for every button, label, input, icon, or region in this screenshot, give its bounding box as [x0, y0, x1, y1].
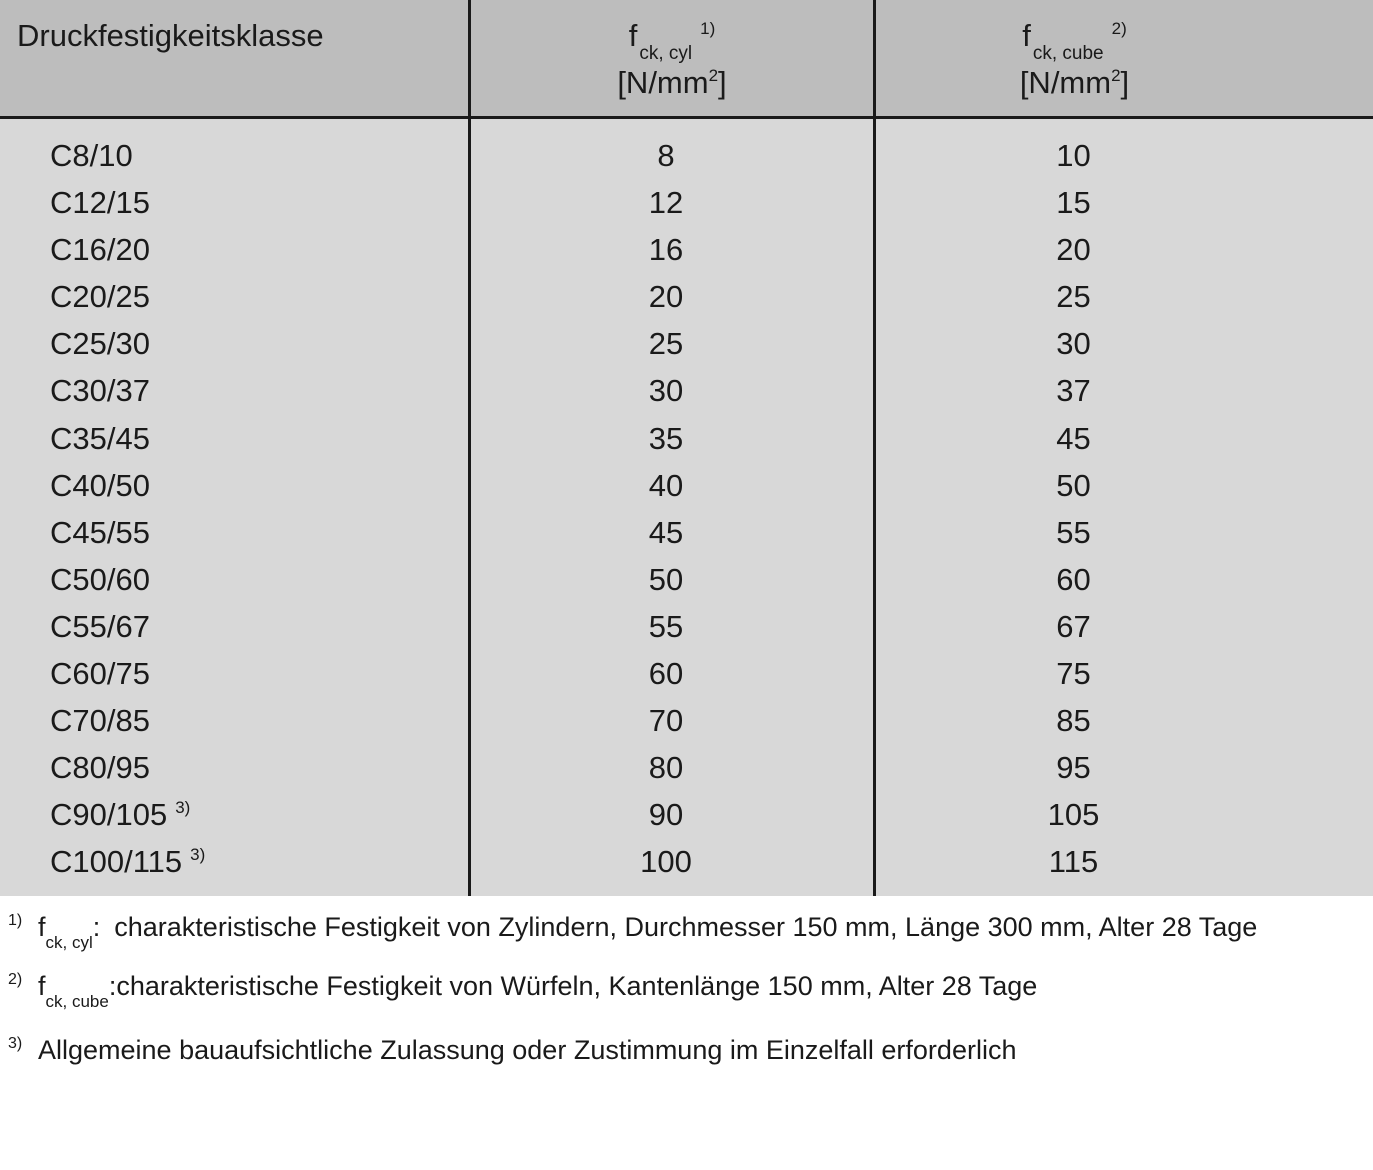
cell-fck-cube: 105: [1047, 797, 1100, 833]
cell-class: C90/105 $^{3)}$: [50, 797, 191, 833]
cell-class: C35/45: [50, 420, 150, 456]
footnote-text: $f_{ck, cube}:charakteristische$ Festigkeit von Würfeln, Kantenlänge 150 mm, Alter 28 Tage: [38, 971, 1038, 1011]
cell-fck-cyl: 55: [648, 608, 684, 644]
cell-fck-cyl: 100: [640, 844, 692, 880]
footnote-mark: 3): [8, 1035, 23, 1052]
header-fck-cyl: [471, 16, 873, 103]
table-body: [0, 132, 1373, 886]
cell-class: C8/10: [50, 138, 133, 173]
cell-fck-cube: 55: [1056, 514, 1091, 550]
cell-fck-cyl: 12: [648, 185, 684, 221]
footnote-ref: 3): [175, 798, 191, 818]
cell-class: C50/60: [50, 561, 150, 597]
header-fck-cube-symbol: $f_{ck, cube}^{2)}$: [1022, 18, 1127, 64]
cell-fck-cube: 15: [1056, 185, 1091, 221]
cell-class: C45/55: [50, 514, 150, 550]
cell-fck-cube: 67: [1056, 608, 1091, 644]
header-fck-cube-unit: $[N/mm^2]$: [1019, 65, 1130, 100]
cell-fck-cube: 60: [1056, 561, 1091, 597]
header-strength-class: Druckfestigkeitsklasse: [17, 18, 324, 53]
cell-class: C16/20: [50, 232, 150, 268]
footnote-text: Allgemeine bauaufsichtliche Zulassung oder Zustimmung im Einzelfall erforderlich: [38, 1035, 1017, 1065]
cell-fck-cube: 30: [1056, 326, 1091, 362]
cell-fck-cyl: 20: [648, 279, 684, 315]
table-row: [0, 697, 1373, 744]
table-row: [0, 462, 1373, 509]
cell-fck-cyl: 35: [648, 420, 684, 456]
cell-fck-cyl: 80: [648, 750, 684, 786]
cell-fck-cube: 50: [1056, 467, 1091, 503]
cell-class: C60/75: [50, 656, 150, 692]
cell-fck-cyl: 50: [648, 561, 684, 597]
table-row: [0, 744, 1373, 791]
footnote-text: $f_{ck, cyl}$: charakteristische Festigkeit von Zylindern, Durchmesser 150 mm, Länge 300 mm, Alter 28 Tage: [38, 912, 1258, 952]
table-row: [0, 838, 1373, 885]
cell-fck-cyl: 16: [648, 232, 684, 268]
header-fck-cyl-unit: $[N/mm^2]$: [617, 65, 727, 100]
table-row: [0, 226, 1373, 273]
table-row: [0, 320, 1373, 367]
cell-fck-cube: 25: [1056, 279, 1091, 315]
cell-class: C40/50: [50, 467, 150, 503]
cell-fck-cyl: 60: [648, 656, 684, 692]
cell-fck-cyl: 30: [648, 373, 684, 409]
cell-fck-cube: 75: [1056, 656, 1091, 692]
cell-fck-cube: 95: [1056, 750, 1091, 786]
footnote-mark: 1): [8, 912, 23, 929]
cell-fck-cyl: 70: [648, 703, 684, 739]
cell-class: C25/30: [50, 326, 150, 362]
cell-class: C55/67: [50, 608, 150, 644]
table-row: [0, 273, 1373, 320]
table-row: [0, 603, 1373, 650]
cell-class: C12/15: [50, 185, 150, 221]
table-row: [0, 415, 1373, 462]
cell-fck-cyl: 90: [648, 797, 684, 833]
table-row: [0, 367, 1373, 414]
cell-class: C100/115 $^{3)}$: [50, 844, 206, 880]
cell-fck-cube: 115: [1048, 844, 1099, 880]
cell-class: C30/37: [50, 373, 150, 409]
table-row: [0, 556, 1373, 603]
cell-fck-cube: 37: [1056, 373, 1091, 409]
footnote-ref: 3): [190, 845, 206, 865]
cell-class: C20/25: [50, 279, 150, 315]
table-row: [0, 132, 1373, 179]
cell-fck-cube: 85: [1056, 703, 1091, 739]
table-row: [0, 179, 1373, 226]
cell-fck-cyl: 25: [648, 326, 684, 362]
cell-fck-cyl: 8: [657, 138, 675, 173]
header-fck-cube: [876, 16, 1273, 103]
cell-fck-cube: 45: [1056, 420, 1091, 456]
table-row: [0, 650, 1373, 697]
cell-class: C70/85: [50, 703, 150, 739]
header-fck-cyl-symbol: $f_{ck, cyl}^{1)}$: [628, 18, 716, 64]
table-header: [0, 0, 1373, 119]
cell-class: C80/95: [50, 750, 150, 786]
cell-fck-cube: 20: [1056, 232, 1091, 268]
table-row: [0, 791, 1373, 838]
cell-fck-cube: 10: [1056, 138, 1091, 173]
cell-fck-cyl: 40: [648, 467, 684, 503]
footnote-mark: 2): [8, 971, 23, 988]
table-row: [0, 509, 1373, 556]
cell-fck-cyl: 45: [648, 514, 684, 550]
